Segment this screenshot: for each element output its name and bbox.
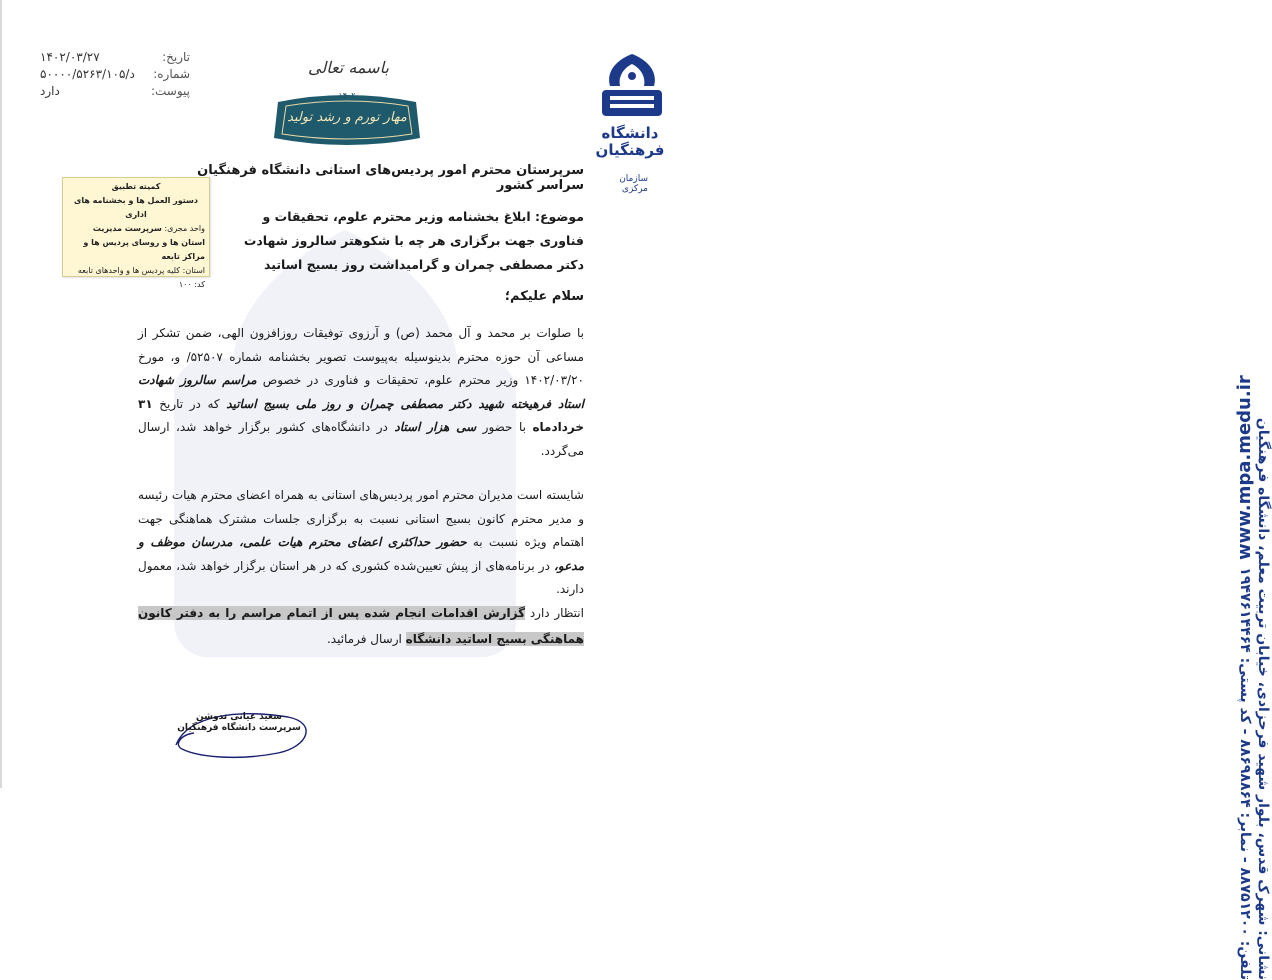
note-state-value: کلیه پردیس ها و واحدهای تابعه [77,266,181,275]
org-sub: سازمان مرکزی [619,174,648,194]
p2-a: شایسته است مدیران محترم امور پردیس‌های استانی به همراه اعضای محترم هیات رئیسه و مدیر محترم کانون بسیج استانی نسبت به برگزاری جلسات مشترک هماهنگی جهت اهتمام ویژه نسبت به [138,488,584,549]
org-address: نشانی: شهرک قدس، بلوار شهید فرحزادی، خیابان تربیت معلم، دانشگاه فرهنگیان [1255,417,1271,980]
signer-name: سعید عیانی ندوشن [196,712,282,722]
paragraph-1 [138,322,584,463]
note-unit-label: واحد مجری: [164,224,205,233]
note-code [67,278,205,292]
note-code-label: کد: [194,280,205,289]
meta-date-row [40,50,190,67]
p1-d: ۳۱ خردادماه [138,396,584,434]
letterhead-side-band [592,0,1271,980]
p1-a: با صلوات بر محمد و آل محمد (ص) و آرزوی توفیقات روزافزون الهی، ضمن تشکر از مساعی آن حوزه محترم بدینوسیله به‌پیوست تصویر بخشنامه شماره ۵۲۵۰۷/ و، مورخ ۱۴۰۲/۰۳/۲۰ وزیر محترم علوم، تحقیقات و فناوری در خصوص [138,326,584,387]
note-state-label: استان: [182,266,205,275]
letter-meta [40,50,190,101]
p1-f: سی هزار استاد [394,420,477,434]
p1-c: که در تاریخ [159,396,220,411]
p2-b: حضور حداکثری اعضای محترم هیات علمی، مدرسان موظف و مدعو، [138,535,584,573]
note-subtitle: دستور العمل ها و بخشنامه های اداری [74,196,198,219]
org-address-block [1184,300,1272,980]
paragraph-3 [138,600,584,652]
org-phone: تلفن: ۸۸۷۵۱۲۰۰ - نمابر: ۸۸۶۹۸۸۶۴ - کد پستی: ۱۹۴۷۶۱۴۴۶۴ [1237,567,1253,980]
date-label: تاریخ: [162,50,190,64]
signature-block [176,712,302,734]
attachment-value: دارد [40,84,60,98]
subject-text: ابلاغ بخشنامه وزیر محترم علوم، تحقیقات و فناوری جهت برگزاری هر چه با شکوهتر سالروز شهادت دکتر مصطفی چمران و گرامیداشت روز بسیج اساتید [243,209,584,272]
p1-e: با حضور [482,420,526,434]
meta-attachment-row [40,84,190,101]
note-state [67,264,205,278]
subject-label: موضوع: [534,209,584,224]
note-unit [67,222,205,264]
p2-c: در برنامه‌های از پیش تعیین‌شده کشوری که در هر استان برگزار خواهد شد، معمول دارند. [138,558,584,596]
number-label: شماره: [153,67,190,81]
org-website[interactable]: www.mpa.medu.ir [1234,375,1255,560]
p1-b: مراسم سالروز شهادت استاد فرهیخته شهید دکتر مصطفی چمران و روز ملی بسیج اساتید [138,373,584,411]
subject [216,205,584,277]
motto-text: مهار تورم و رشد تولید [287,110,407,125]
bismillah: باسمه تعالی [308,58,389,77]
recipient: سرپرستان محترم امور پردیس‌های استانی دانشگاه فرهنگیان سراسر کشور [197,163,584,193]
p3-highlight: گزارش اقدامات انجام شده پس از اتمام مراسم را به دفتر کانون هماهنگی بسیج اساتید دانشگاه [138,606,584,646]
attachment-label: پیوست: [150,84,190,98]
note-unit-value: سرپرست مدیریت استان ها و روسای پردیس ها و مراکز تابعه [83,224,205,261]
note-code-value: ۱۰۰ [178,280,192,289]
p3-a: انتظار دارد [529,606,584,620]
org-name: دانشگاه فرهنگیان [595,124,665,159]
p3-c: ارسال فرمائید. [326,632,402,646]
motto-year: ۱۴۰۲ [338,91,356,100]
signer-title: سرپرست دانشگاه فرهنگیان [177,723,301,733]
greeting: سلام علیکم؛ [504,289,584,304]
p1-g: در دانشگاه‌های کشور برگزار خواهد شد، ارسال می‌گردد. [138,420,584,458]
number-value: ۵۰۰۰۰/۵۲۶۳/۱۰۵/د [40,67,135,81]
meta-number-row [40,67,190,84]
note-title: کمیته تطبیق [111,182,161,191]
date-value: ۱۴۰۲/۰۳/۲۷ [40,50,100,64]
page-edge [0,0,2,788]
paragraph-2 [138,484,584,602]
